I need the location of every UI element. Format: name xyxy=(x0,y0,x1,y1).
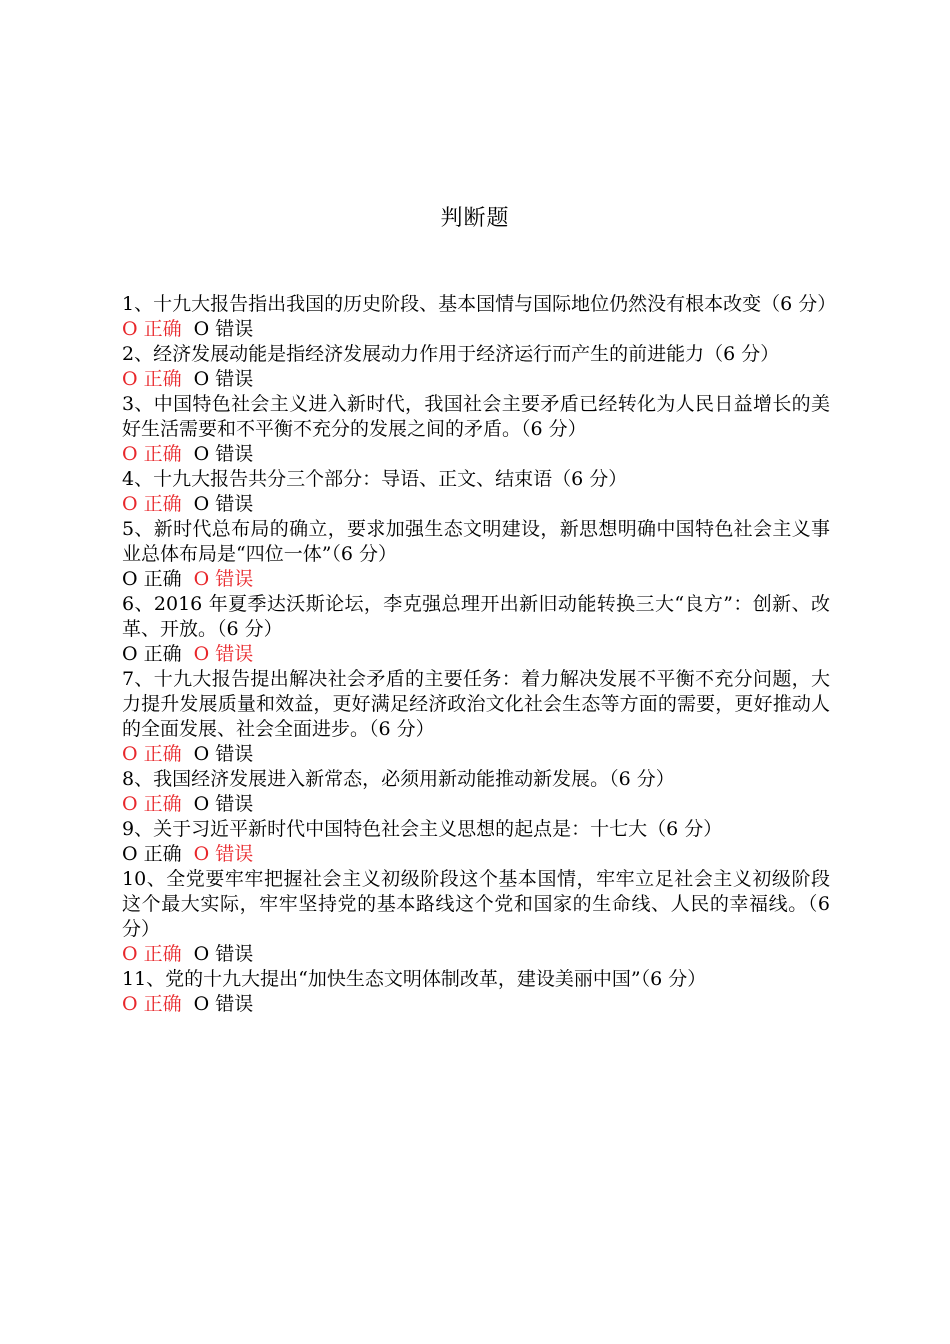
question-item xyxy=(122,467,830,517)
question-text: 1、十九大报告指出我国的历史阶段、基本国情与国际地位仍然没有根本改变（6 分） xyxy=(122,293,837,315)
question-text: 5、新时代总布局的确立，要求加强生态文明建设，新思想明确中国特色社会主义事业总体布局是“四位一体”（6 分） xyxy=(122,518,830,565)
option-wrong[interactable]: O 错误 xyxy=(193,643,254,665)
answer-options xyxy=(122,842,830,867)
answer-options xyxy=(122,567,830,592)
question-item xyxy=(122,592,830,667)
answer-options xyxy=(122,317,830,342)
question-text: 11、党的十九大提出“加快生态文明体制改革，建设美丽中国”（6 分） xyxy=(122,968,707,990)
question-text: 8、我国经济发展进入新常态，必须用新动能推动新发展。（6 分） xyxy=(122,768,675,790)
answer-options xyxy=(122,367,830,392)
question-text: 3、中国特色社会主义进入新时代，我国社会主要矛盾已经转化为人民日益增长的美好生活需要和不平衡不充分的发展之间的矛盾。（6 分） xyxy=(122,393,830,440)
option-correct[interactable]: O 正确 xyxy=(122,793,182,815)
question-item xyxy=(122,517,830,592)
option-correct[interactable]: O 正确 xyxy=(122,843,182,865)
option-correct[interactable]: O 正确 xyxy=(122,743,182,765)
question-item xyxy=(122,967,830,1017)
option-wrong[interactable]: O 错误 xyxy=(193,368,254,390)
question-item xyxy=(122,392,830,467)
option-wrong[interactable]: O 错误 xyxy=(193,493,254,515)
option-correct[interactable]: O 正确 xyxy=(122,318,182,340)
option-wrong[interactable]: O 错误 xyxy=(193,793,254,815)
question-item xyxy=(122,292,837,342)
question-text: 4、十九大报告共分三个部分：导语、正文、结束语（6 分） xyxy=(122,468,628,490)
question-item xyxy=(122,867,830,967)
page-title: 判断题 xyxy=(440,206,510,231)
option-correct[interactable]: O 正确 xyxy=(122,943,182,965)
question-item xyxy=(122,767,830,817)
answer-options xyxy=(122,792,830,817)
option-correct[interactable]: O 正确 xyxy=(122,993,182,1015)
question-item xyxy=(122,667,830,767)
question-item xyxy=(122,342,830,392)
option-correct[interactable]: O 正确 xyxy=(122,493,182,515)
option-correct[interactable]: O 正确 xyxy=(122,568,182,590)
option-correct[interactable]: O 正确 xyxy=(122,368,182,390)
question-text: 6、2016 年夏季达沃斯论坛，李克强总理开出新旧动能转换三大“良方”：创新、改革、开放。（6 分） xyxy=(122,593,830,640)
answer-options xyxy=(122,942,830,967)
question-item xyxy=(122,817,830,867)
answer-options xyxy=(122,442,830,467)
option-wrong[interactable]: O 错误 xyxy=(193,993,254,1015)
option-correct[interactable]: O 正确 xyxy=(122,643,182,665)
answer-options xyxy=(122,742,830,767)
answer-options xyxy=(122,492,830,517)
option-wrong[interactable]: O 错误 xyxy=(193,568,254,590)
answer-options xyxy=(122,642,830,667)
option-wrong[interactable]: O 错误 xyxy=(193,943,254,965)
option-wrong[interactable]: O 错误 xyxy=(193,743,254,765)
question-text: 2、经济发展动能是指经济发展动力作用于经济运行而产生的前进能力（6 分） xyxy=(122,343,780,365)
question-text: 10、全党要牢牢把握社会主义初级阶段这个基本国情，牢牢立足社会主义初级阶段这个最大实际，牢牢坚持党的基本路线这个党和国家的生命线、人民的幸福线。（6 分） xyxy=(122,868,830,940)
question-list xyxy=(122,292,837,1017)
option-wrong[interactable]: O 错误 xyxy=(193,443,254,465)
option-wrong[interactable]: O 错误 xyxy=(193,843,254,865)
answer-options xyxy=(122,992,830,1017)
question-text: 9、关于习近平新时代中国特色社会主义思想的起点是：十七大（6 分） xyxy=(122,818,723,840)
option-wrong[interactable]: O 错误 xyxy=(193,318,254,340)
question-text: 7、十九大报告提出解决社会矛盾的主要任务：着力解决发展不平衡不充分问题，大力提升发展质量和效益，更好满足经济政治文化社会生态等方面的需要，更好推动人的全面发展、社会全面进步。（6 分） xyxy=(122,668,830,740)
option-correct[interactable]: O 正确 xyxy=(122,443,182,465)
